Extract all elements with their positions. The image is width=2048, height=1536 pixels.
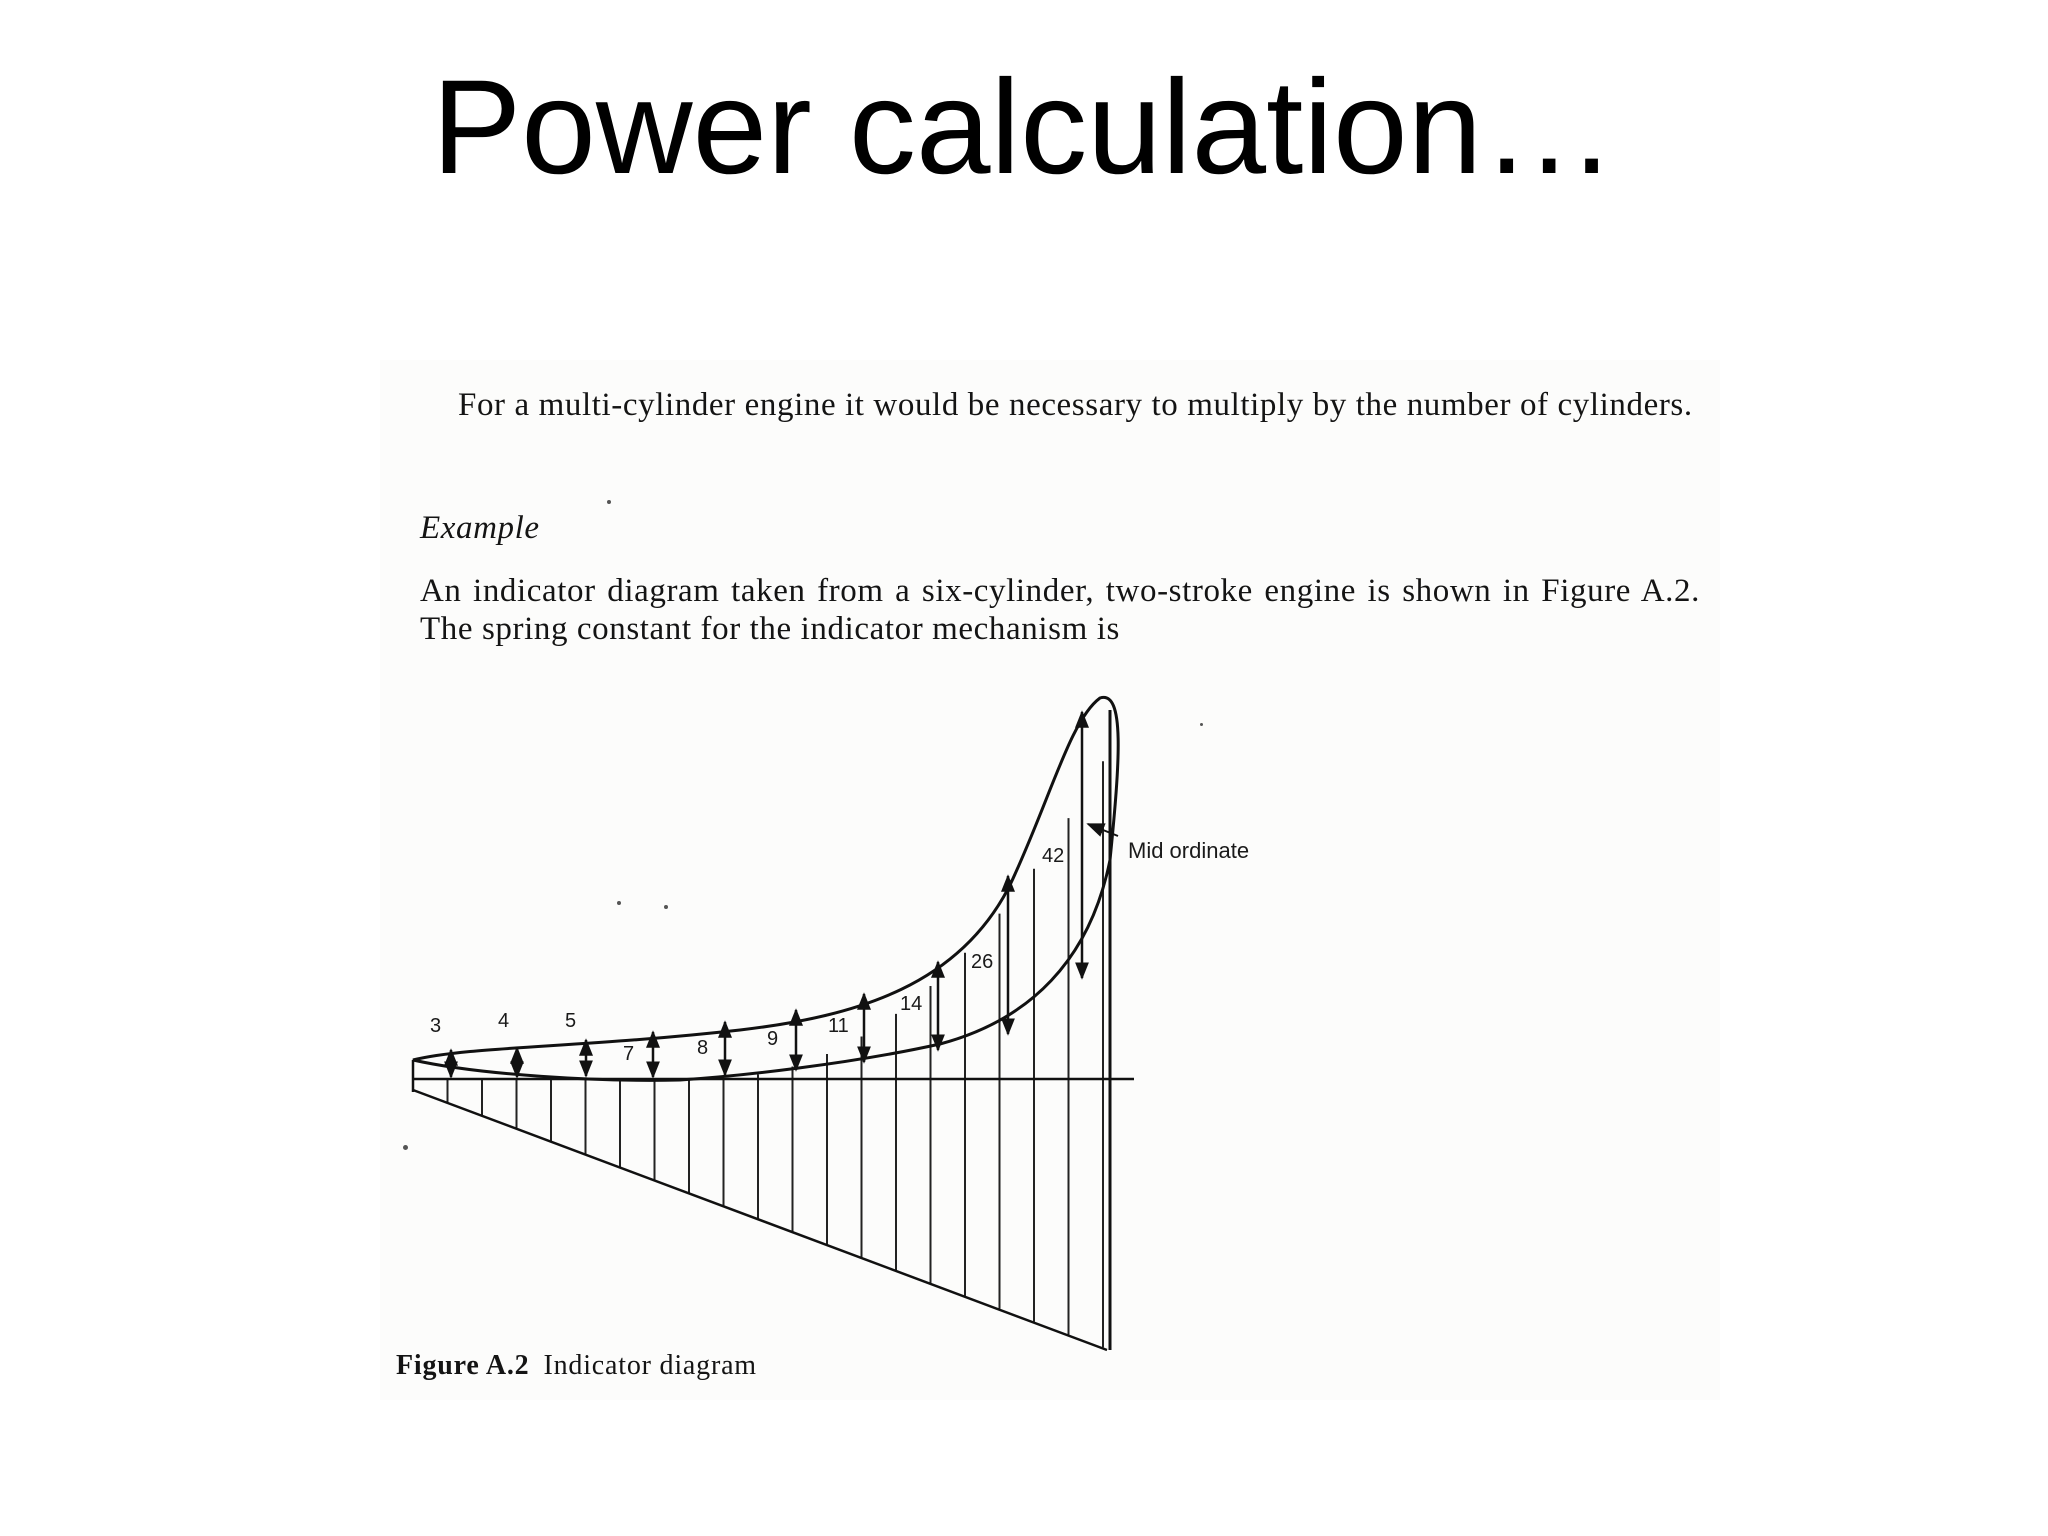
figure-caption-text: Indicator diagram [543, 1350, 757, 1381]
book-paragraph-multi-cylinder: For a multi-cylinder engine it would be necessary to multiply by the number of cylinders. [458, 387, 1693, 423]
scan-speck [403, 1145, 408, 1150]
slide-title: Power calculation… [431, 53, 1617, 202]
ordinate-labels [430, 845, 1064, 1065]
ordinate-label: 11 [828, 1015, 849, 1037]
ordinate-label: 9 [767, 1028, 779, 1050]
ordinate-label: 4 [498, 1010, 510, 1032]
ordinate-label: 7 [623, 1043, 635, 1065]
figure-caption-number: Figure A.2 [396, 1350, 530, 1381]
figure-caption [396, 1350, 757, 1382]
ordinate-label: 3 [430, 1015, 442, 1037]
scan-speck [664, 905, 668, 909]
mid-ordinate-label: Mid ordinate [1128, 838, 1250, 863]
ordinate-label: 26 [971, 951, 994, 973]
ordinate-grid [448, 761, 1104, 1347]
indicator-loop-curve [413, 697, 1118, 1080]
lower-slant-line [413, 1090, 1107, 1350]
scan-speck [1200, 723, 1203, 726]
scan-speck [617, 901, 621, 905]
ordinate-label: 5 [565, 1010, 577, 1032]
example-heading: Example [420, 510, 540, 546]
ordinate-label: 42 [1042, 845, 1065, 867]
book-paragraph-example: An indicator diagram taken from a six-cylinder, two-stroke engine is shown in Figure A.2. The spring constant for the indicator mechanism is [420, 573, 1700, 647]
ordinate-label: 14 [900, 993, 923, 1015]
scan-speck [607, 500, 611, 504]
ordinate-label: 8 [697, 1037, 709, 1059]
ordinate-arrows [451, 712, 1082, 1077]
